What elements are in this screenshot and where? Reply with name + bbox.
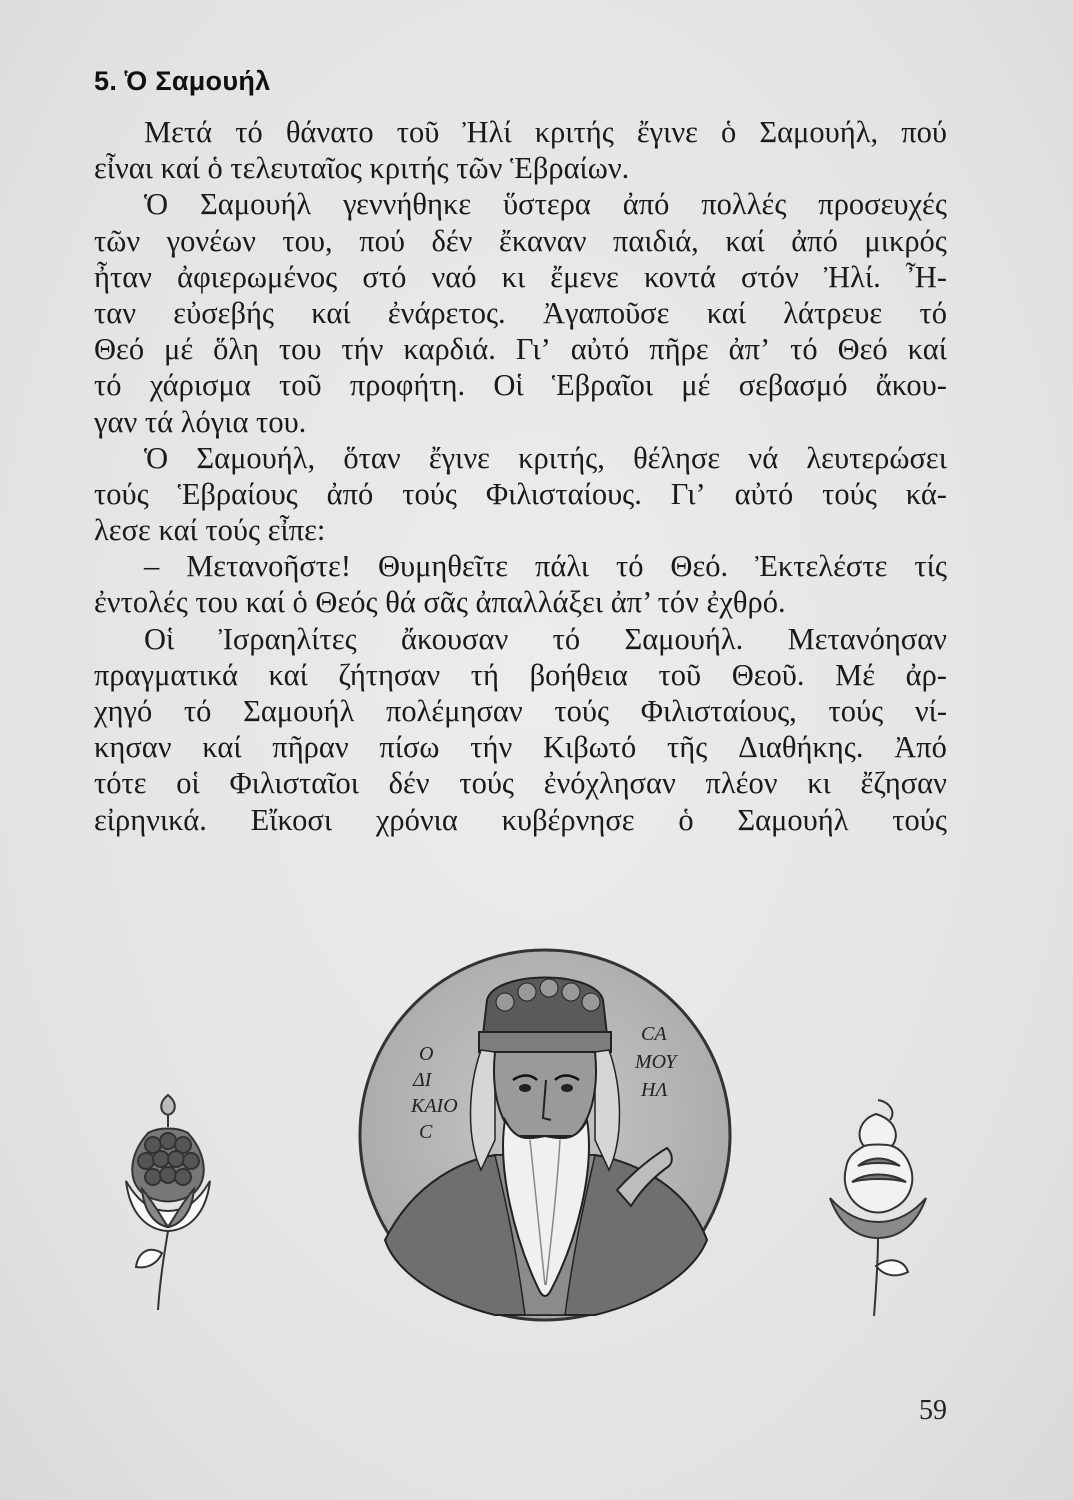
text-line: ταν εὐσεβής καί ἐνάρετος. Ἀγαποῦσε καί λάτρευε τό bbox=[94, 295, 947, 330]
body-text bbox=[94, 114, 947, 838]
text-line: τότε οἱ Φιλισταῖοι δέν τούς ἐνόχλησαν πλέον κι ἔζησαν bbox=[94, 766, 947, 801]
text-line: λεσε καί τούς εἶπε: bbox=[94, 513, 326, 548]
inscription-left-1: Ο bbox=[419, 1043, 434, 1065]
text-line: τό χάρισμα τοῦ προφήτη. Οἱ Ἑβραῖοι μέ σεβασμό ἄκου- bbox=[94, 368, 947, 403]
text-line: εἶναι καί ὁ τελευταῖος κριτής τῶν Ἑβραίων. bbox=[94, 151, 630, 186]
text-line: τῶν γονέων του, πού δέν ἔκαναν παιδιά, καί ἀπό μικρός bbox=[94, 223, 947, 258]
inscription-left-2: ΔΙ bbox=[413, 1069, 432, 1091]
text-line: γαν τά λόγια του. bbox=[94, 404, 307, 439]
text-line: χηγό τό Σαμουήλ πολέμησαν τούς Φιλισταίους, τούς νί- bbox=[94, 694, 947, 728]
text-line: κησαν καί πῆραν πίσω τήν Κιβωτό τῆς Διαθήκης. Ἀπό bbox=[94, 730, 947, 765]
text-line: Θεό μέ ὅλη του τήν καρδιά. Γι’ αὐτό πῆρε ἀπ’ τό Θεό καί bbox=[94, 332, 947, 367]
inscription-right-1: CA bbox=[641, 1023, 667, 1045]
text-line: – Μετανοῆστε! Θυμηθεῖτε πάλι τό Θεό. Ἐκτελέστε τίς bbox=[144, 549, 947, 584]
inscription-right-3: ΗΛ bbox=[641, 1079, 668, 1101]
text-line: Μετά τό θάνατο τοῦ Ἠλί κριτής ἔγινε ὁ Σαμουήλ, πού bbox=[144, 115, 947, 149]
text-line: τούς Ἑβραίους ἀπό τούς Φιλισταίους. Γι’ αὐτό τούς κά- bbox=[94, 476, 947, 511]
inscription-left-4: C bbox=[419, 1121, 433, 1143]
right-flower-ornament bbox=[818, 1090, 938, 1330]
page-number: 59 bbox=[919, 1395, 947, 1426]
left-flower-ornament bbox=[108, 1085, 228, 1325]
inscription-right-2: ΜΟΥ bbox=[635, 1051, 677, 1073]
text-line: Οἱ Ἰσραηλίτες ἄκουσαν τό Σαμουήλ. Μετανόησαν bbox=[144, 621, 947, 656]
text-line: ἦταν ἀφιερωμένος στό ναό κι ἔμενε κοντά στόν Ἠλί. Ἦ- bbox=[94, 259, 947, 294]
section-heading: 5. Ὁ Σαμουήλ bbox=[94, 66, 271, 96]
text-line: Ὁ Σαμουήλ γεννήθηκε ὕστερα ἀπό πολλές προσευχές bbox=[144, 187, 947, 222]
prophet-samuel-icon bbox=[355, 940, 735, 1330]
text-line: ἐντολές του καί ὁ Θεός θά σᾶς ἀπαλλάξει ἀπ’ τόν ἐχθρό. bbox=[94, 585, 786, 620]
inscription-left-3: ΚΑΙΟ bbox=[411, 1095, 458, 1117]
text-line: Ὁ Σαμουήλ, ὅταν ἔγινε κριτής, θέλησε νά λευτερώσει bbox=[144, 440, 947, 475]
text-line: εἰρηνικά. Εἴκοσι χρόνια κυβέρνησε ὁ Σαμουήλ τούς bbox=[94, 802, 947, 837]
text-line: πραγματικά καί ζήτησαν τή βοήθεια τοῦ Θεοῦ. Μέ ἀρ- bbox=[94, 657, 947, 692]
